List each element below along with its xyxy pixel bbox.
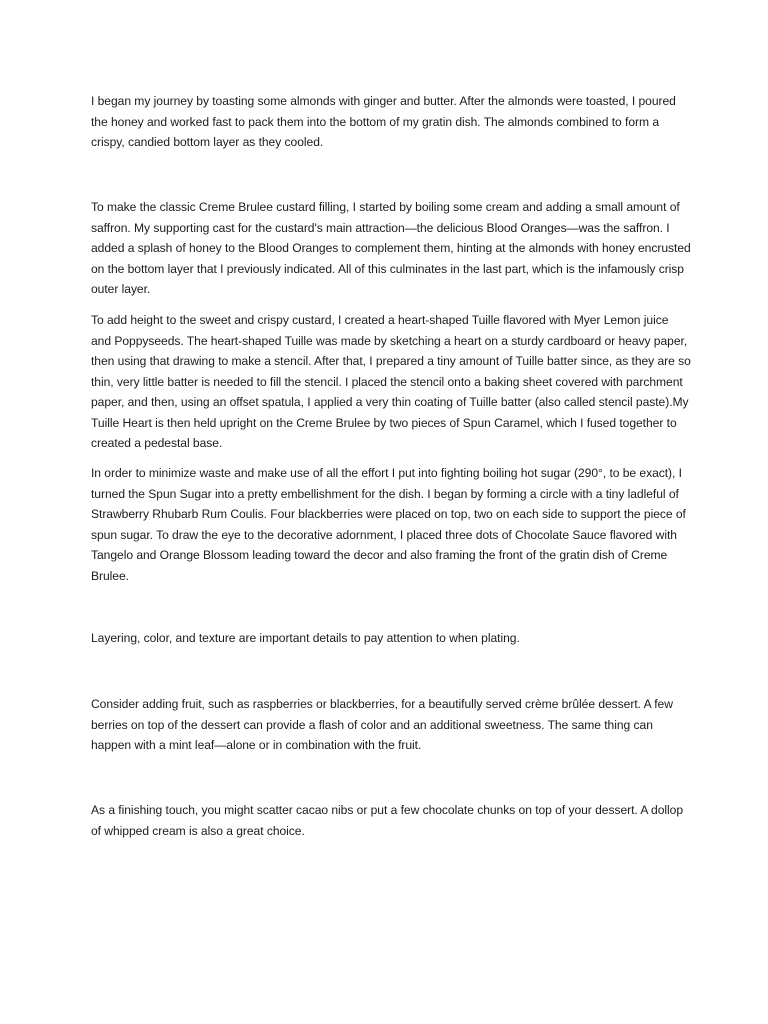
- paragraph-almond-base: I began my journey by toasting some almonds with ginger and butter. After the almonds were toasted, I poured the honey and worked fast to pack them into the bottom of my gratin dish. The almonds combined to form a crispy, candied bottom layer as they cooled.: [91, 94, 676, 149]
- paragraph-plating-tip: Layering, color, and texture are important details to pay attention to when plating.: [91, 631, 520, 645]
- paragraph-finishing-touch: As a finishing touch, you might scatter cacao nibs or put a few chocolate chunks on top of your dessert. A dollop of whipped cream is also a great choice.: [91, 803, 683, 838]
- paragraph-spun-sugar: In order to minimize waste and make use of all the effort I put into fighting boiling hot sugar (290°, to be exact), I turned the Spun Sugar into a pretty embellishment for the dish. I began by forming a circle with a tiny ladleful of Strawberry Rhubarb Rum Coulis. Four blackberries were placed on top, two on each side to support the piece of spun sugar. To draw the eye to the decorative adornment, I placed three dots of Chocolate Sauce flavored with Tangelo and Orange Blossom leading toward the decor and also framing the front of the gratin dish of Creme Brulee.: [91, 466, 686, 583]
- paragraph-custard-filling: To make the classic Creme Brulee custard filling, I started by boiling some cream and adding a small amount of saffron. My supporting cast for the custard's main attraction—the delicious Blood Oranges—was the saffron. I added a splash of honey to the Blood Oranges to complement them, hinting at the almonds with honey encrusted on the bottom layer that I previously indicated. All of this culminates in the last part, which is the infamously crisp outer layer.: [91, 200, 691, 296]
- paragraph-fruit-suggestion: Consider adding fruit, such as raspberries or blackberries, for a beautifully served crème brûlée dessert. A few berries on top of the dessert can provide a flash of color and an additional sweetness. The same thing can happen with a mint leaf—alone or in combination with the fruit.: [91, 697, 673, 752]
- paragraph-tuille-heart: To add height to the sweet and crispy custard, I created a heart-shaped Tuille flavored with Myer Lemon juice and Poppyseeds. The heart-shaped Tuille was made by sketching a heart on a sturdy cardboard or heavy paper, then using that drawing to make a stencil. After that, I prepared a tiny amount of Tuille batter since, as they are so thin, very little batter is needed to fill the stencil. I placed the stencil onto a baking sheet covered with parchment paper, and then, using an offset spatula, I applied a very thin coating of Tuille batter (also called stencil paste).My Tuille Heart is then held upright on the Creme Brulee by two pieces of Spun Caramel, which I fused together to created a pedestal base.: [91, 313, 691, 450]
